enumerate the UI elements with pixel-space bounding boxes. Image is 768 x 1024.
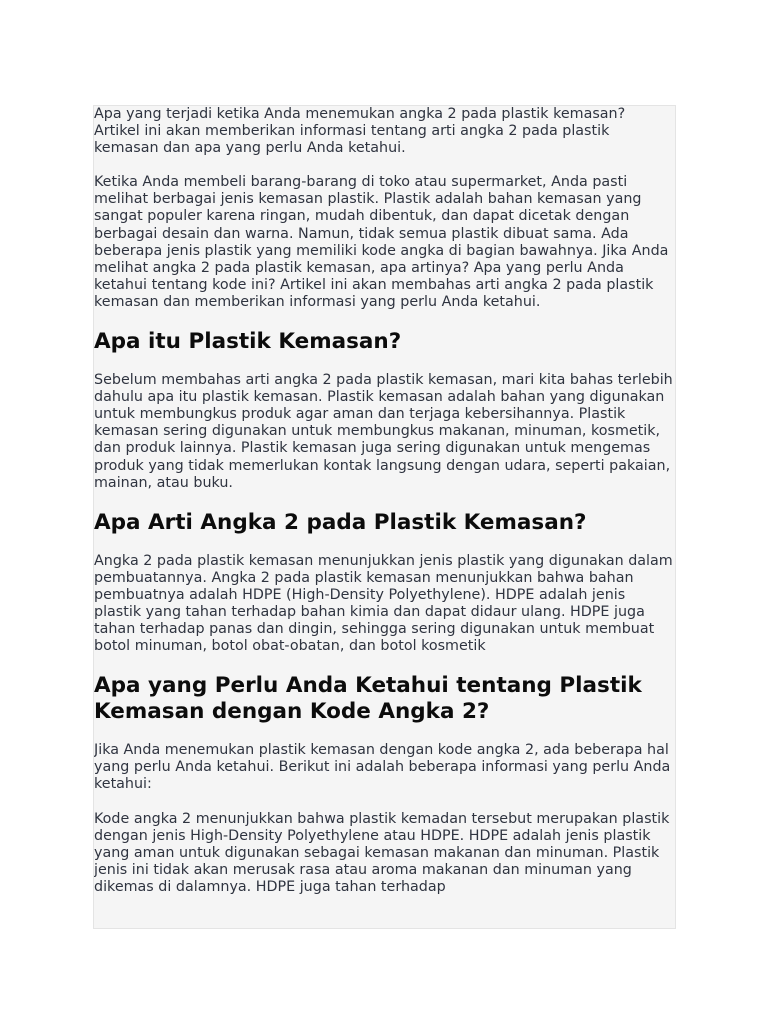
article-body	[94, 106, 675, 896]
intro-paragraph: Apa yang terjadi ketika Anda menemukan angka 2 pada plastik kemasan? Artikel ini akan memberikan informasi tentang arti angka 2 pada plastik kemasan dan apa yang perlu Anda ketahui.	[94, 106, 626, 157]
body-paragraph-5: Kode angka 2 menunjukkan bahwa plastik kemadan tersebut merupakan plastik dengan jenis High-Density Polyethylene atau HDPE. HDPE adalah jenis plastik yang aman untuk digunakan sebagai kemasan makanan dan minuman. Plastik jenis ini tidak akan merusak rasa atau aroma makanan dan minuman yang dikemas di dalamnya. HDPE juga tahan terhadap	[94, 810, 670, 895]
body-paragraph-1: Ketika Anda membeli barang-barang di toko atau supermarket, Anda pasti melihat berbagai jenis kemasan plastik. Plastik adalah bahan kemasan yang sangat populer karena ringan, mudah dibentuk, dan dapat dicetak dengan berbagai desain dan warna. Namun, tidak semua plastik dibuat sama. Ada beberapa jenis plastik yang memiliki kode angka di bagian bawahnya. Jika Anda melihat angka 2 pada plastik kemasan, apa artinya? Apa yang perlu Anda ketahui tentang kode ini? Artikel ini akan membahas arti angka 2 pada plastik kemasan dan memberikan informasi yang perlu Anda ketahui.	[94, 174, 669, 310]
body-paragraph-4: Jika Anda menemukan plastik kemasan dengan kode angka 2, ada beberapa hal yang perlu Anda ketahui. Berikut ini adalah beberapa informasi yang perlu Anda ketahui:	[94, 742, 671, 793]
document-page	[93, 105, 676, 929]
body-paragraph-2: Sebelum membahas arti angka 2 pada plastik kemasan, mari kita bahas terlebih dahulu apa itu plastik kemasan. Plastik kemasan adalah bahan yang digunakan untuk membungkus produk agar aman dan terjaga kebersihannya. Plastik kemasan sering digunakan untuk membungkus makanan, minuman, kosmetik, dan produk lainnya. Plastik kemasan juga sering digunakan untuk mengemas produk yang tidak memerlukan kontak langsung dengan udara, seperti pakaian, mainan, atau buku.	[94, 372, 673, 491]
body-paragraph-3: Angka 2 pada plastik kemasan menunjukkan jenis plastik yang digunakan dalam pembuatannya. Angka 2 pada plastik kemasan menunjukkan bahwa bahan pembuatnya adalah HDPE (High-Density Polyethylene). HDPE adalah jenis plastik yang tahan terhadap bahan kimia dan dapat didaur ulang. HDPE juga tahan terhadap panas dan dingin, sehingga sering digunakan untuk membuat botol minuman, botol obat-obatan, dan botol kosmetik	[94, 552, 673, 655]
section-heading-plastik-kemasan: Apa itu Plastik Kemasan?	[94, 329, 402, 355]
section-heading-arti-angka-2: Apa Arti Angka 2 pada Plastik Kemasan?	[94, 509, 587, 535]
section-heading-perlu-diketahui: Apa yang Perlu Anda Ketahui tentang Plastik Kemasan dengan Kode Angka 2?	[94, 673, 642, 725]
